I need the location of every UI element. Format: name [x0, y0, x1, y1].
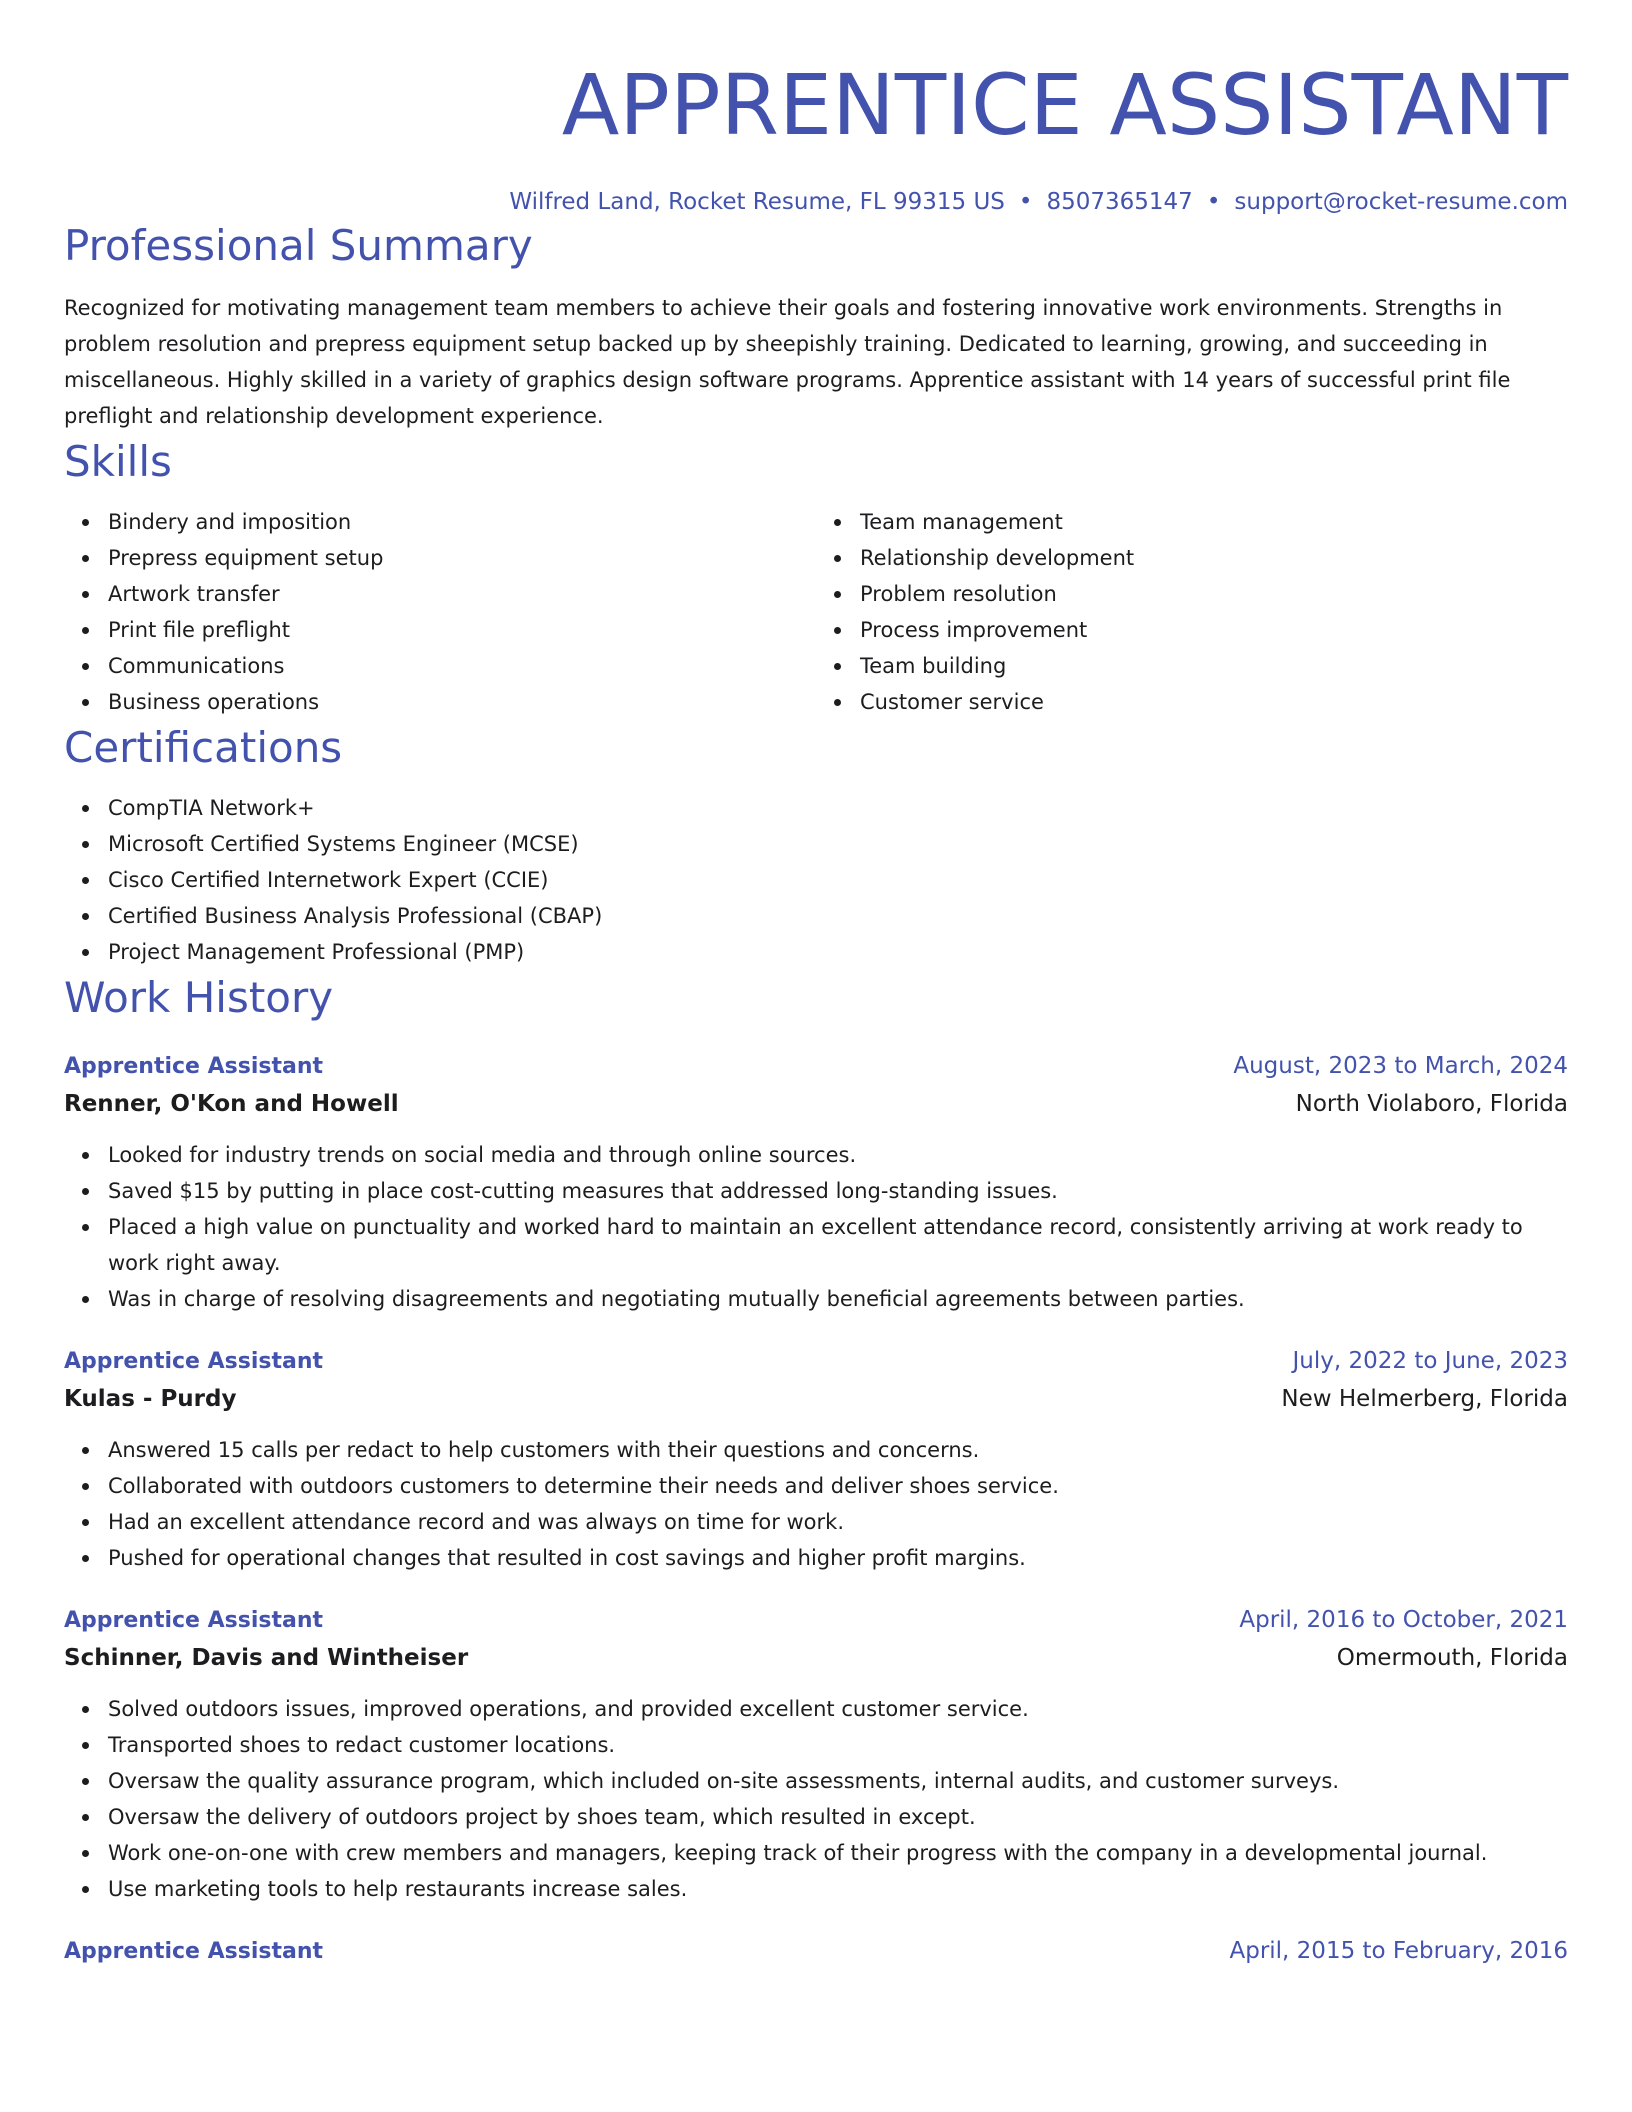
- job-header-row: [64, 1343, 1568, 1380]
- job-title: Apprentice Assistant: [64, 1054, 324, 1079]
- certification-item: Certified Business Analysis Professional (CBAP): [108, 898, 1568, 934]
- contact-separator: •: [1018, 189, 1033, 215]
- certification-item: Cisco Certified Internetwork Expert (CCIE): [108, 862, 1568, 898]
- skills-left-list: [64, 504, 816, 720]
- contact-address: Wilfred Land, Rocket Resume, FL 99315 US: [509, 189, 1005, 215]
- job-bullet: Use marketing tools to help restaurants increase sales.: [108, 1871, 1568, 1907]
- job-company-row: [64, 1085, 1568, 1123]
- job-bullet: Answered 15 calls per redact to help customers with their questions and concerns.: [108, 1432, 1568, 1468]
- skills-columns: [64, 504, 1568, 720]
- certifications-heading: Certifications: [64, 723, 343, 772]
- job-title: Apprentice Assistant: [64, 1608, 324, 1633]
- job-entry: [64, 1602, 1568, 1907]
- skill-item: Customer service: [860, 684, 1568, 720]
- skill-item: Relationship development: [860, 540, 1568, 576]
- certification-item: Microsoft Certified Systems Engineer (MCSE): [108, 826, 1568, 862]
- certification-item: CompTIA Network+: [108, 790, 1568, 826]
- contact-phone: 8507365147: [1046, 189, 1193, 215]
- job-dates: August, 2023 to March, 2024: [1233, 1053, 1568, 1079]
- job-bullet: Placed a high value on punctuality and worked hard to maintain an excellent attendance record, consistently arriving at work ready to work right away.: [108, 1209, 1568, 1281]
- resume-page: [64, 0, 1568, 1970]
- job-bullet: Transported shoes to redact customer locations.: [108, 1727, 1568, 1763]
- job-entry: [64, 1343, 1568, 1576]
- job-bullet: Work one-on-one with crew members and managers, keeping track of their progress with the company in a developmental journal.: [108, 1835, 1568, 1871]
- skill-item: Problem resolution: [860, 576, 1568, 612]
- skill-item: Artwork transfer: [108, 576, 816, 612]
- skill-item: Business operations: [108, 684, 816, 720]
- job-bullet: Was in charge of resolving disagreements and negotiating mutually beneficial agreements between parties.: [108, 1281, 1568, 1317]
- job-company-row: [64, 1380, 1568, 1418]
- job-entry: [64, 1933, 1568, 1970]
- job-title: Apprentice Assistant: [64, 1349, 324, 1374]
- skill-item: Bindery and imposition: [108, 504, 816, 540]
- job-bullet: Oversaw the delivery of outdoors project by shoes team, which resulted in except.: [108, 1799, 1568, 1835]
- job-bullet: Looked for industry trends on social media and through online sources.: [108, 1137, 1568, 1173]
- job-company-row: [64, 1639, 1568, 1677]
- job-bullet: Solved outdoors issues, improved operations, and provided excellent customer service.: [108, 1691, 1568, 1727]
- skill-item: Team building: [860, 648, 1568, 684]
- job-bullet: Saved $15 by putting in place cost-cutting measures that addressed long-standing issues.: [108, 1173, 1568, 1209]
- resume-name: APPRENTICE ASSISTANT: [561, 56, 1568, 154]
- job-header-row: [64, 1933, 1568, 1970]
- job-header-row: [64, 1602, 1568, 1639]
- job-entry: [64, 1048, 1568, 1317]
- job-bullets: [64, 1691, 1568, 1907]
- skill-item: Process improvement: [860, 612, 1568, 648]
- skill-item: Team management: [860, 504, 1568, 540]
- job-location: Omermouth, Florida: [1336, 1645, 1568, 1671]
- skills-right-list: [816, 504, 1568, 720]
- contact-line: [64, 186, 1568, 218]
- job-header-row: [64, 1048, 1568, 1085]
- job-company: Kulas - Purdy: [64, 1386, 237, 1412]
- skill-item: Prepress equipment setup: [108, 540, 816, 576]
- job-location: North Violaboro, Florida: [1295, 1091, 1568, 1117]
- job-dates: April, 2015 to February, 2016: [1229, 1938, 1568, 1964]
- job-dates: April, 2016 to October, 2021: [1239, 1607, 1568, 1633]
- job-bullet: Collaborated with outdoors customers to determine their needs and deliver shoes service.: [108, 1468, 1568, 1504]
- skill-item: Communications: [108, 648, 816, 684]
- job-bullet: Oversaw the quality assurance program, which included on-site assessments, internal audits, and customer surveys.: [108, 1763, 1568, 1799]
- skill-item: Print file preflight: [108, 612, 816, 648]
- certification-item: Project Management Professional (PMP): [108, 934, 1568, 970]
- summary-heading: Professional Summary: [64, 221, 533, 270]
- job-company: Renner, O'Kon and Howell: [64, 1091, 399, 1117]
- job-title: Apprentice Assistant: [64, 1939, 324, 1964]
- job-bullet: Had an excellent attendance record and was always on time for work.: [108, 1504, 1568, 1540]
- job-location: New Helmerberg, Florida: [1281, 1386, 1568, 1412]
- job-bullets: [64, 1137, 1568, 1317]
- work-history-heading: Work History: [64, 973, 334, 1022]
- contact-email: support@rocket-resume.com: [1234, 189, 1568, 215]
- certifications-list: [64, 790, 1568, 970]
- job-bullet: Pushed for operational changes that resulted in cost savings and higher profit margins.: [108, 1540, 1568, 1576]
- skills-heading: Skills: [64, 437, 172, 486]
- contact-separator: •: [1206, 189, 1221, 215]
- job-dates: July, 2022 to June, 2023: [1292, 1348, 1568, 1374]
- job-bullets: [64, 1432, 1568, 1576]
- summary-text: Recognized for motivating management team members to achieve their goals and fostering innovative work environments. Strengths in problem resolution and prepress equipment setup backed up by sheepishly training. Dedicated to learning, growing, and succeeding in miscellaneous. Highly skilled in a variety of graphics design software programs. Apprentice assistant with 14 years of successful print file preflight and relationship development experience.: [64, 296, 1511, 428]
- job-company: Schinner, Davis and Wintheiser: [64, 1645, 469, 1671]
